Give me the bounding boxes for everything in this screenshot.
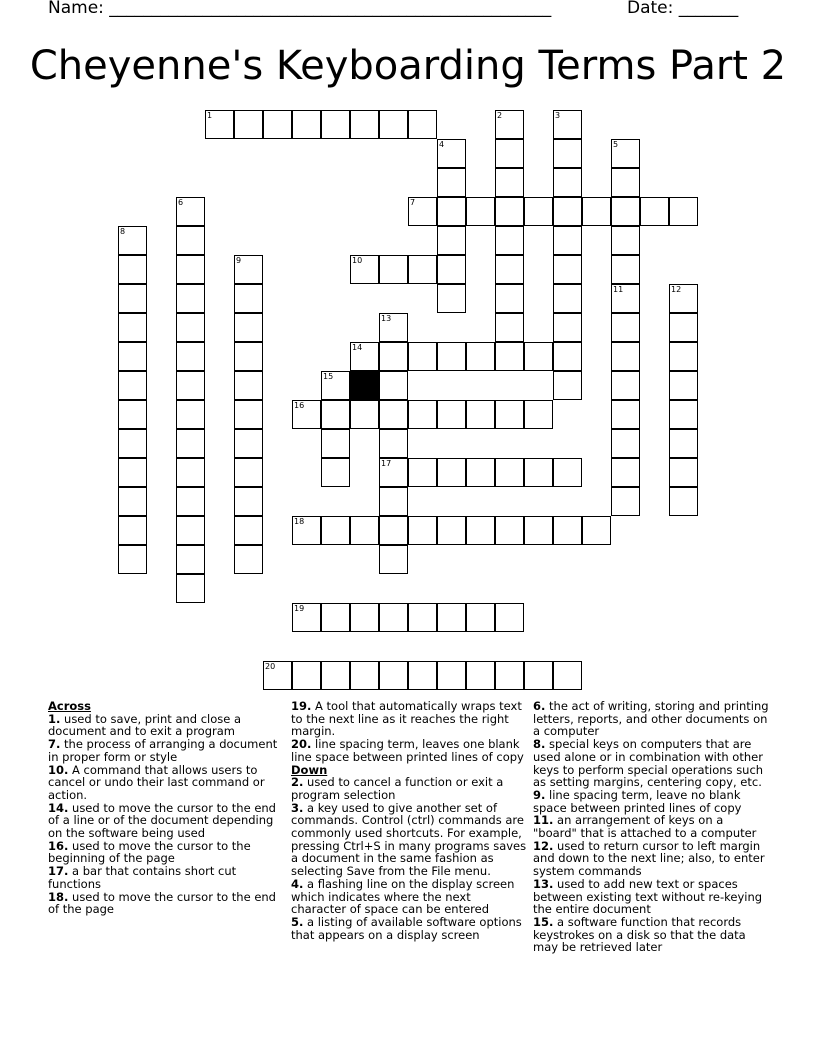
clue-text: used to save, print and close a document and to exit a program	[48, 711, 242, 739]
grid-cell[interactable]	[640, 197, 669, 226]
clue-text: A command that allows users to cancel or undo their last command or action.	[48, 762, 265, 802]
grid-cell[interactable]	[495, 603, 524, 632]
grid-cell[interactable]	[408, 458, 437, 487]
grid-cell[interactable]	[437, 458, 466, 487]
clue-text: special keys on computers that are used alone or in combination with other keys to perform special operations such as setting margins, centering copy, etc.	[533, 737, 764, 790]
grid-cell[interactable]	[234, 400, 263, 429]
grid-cell[interactable]	[495, 313, 524, 342]
grid-cell[interactable]	[524, 342, 553, 371]
grid-cell[interactable]	[321, 661, 350, 690]
clue-number: 9	[236, 256, 242, 265]
grid-cell[interactable]	[234, 110, 263, 139]
grid-cell[interactable]	[263, 110, 292, 139]
clue-number: 8.	[533, 737, 546, 752]
grid-cell[interactable]	[176, 255, 205, 284]
clue-text: the act of writing, storing and printing letters, reports, and other documents on a computer	[533, 699, 769, 739]
grid-cell[interactable]	[379, 371, 408, 400]
grid-cell[interactable]	[524, 400, 553, 429]
clue-text: a software function that records keystrokes on a disk so that the data may be retrieved later	[533, 914, 746, 955]
clue-number: 11	[613, 285, 624, 294]
clue-number: 3	[555, 111, 561, 120]
grid-cell[interactable]	[466, 516, 495, 545]
grid-cell[interactable]	[176, 429, 205, 458]
clue-text: A tool that automatically wraps text to the next line as it reaches the right margin.	[291, 699, 522, 739]
grid-cell[interactable]	[379, 255, 408, 284]
grid-cell[interactable]	[234, 371, 263, 400]
grid-cell[interactable]	[321, 516, 350, 545]
clue-number: 1.	[48, 711, 61, 726]
grid-cell[interactable]	[495, 168, 524, 197]
name-field: Name: ____________________________________________________	[48, 0, 552, 18]
grid-cell[interactable]	[669, 487, 698, 516]
grid-cell[interactable]	[466, 197, 495, 226]
grid-cell[interactable]	[495, 458, 524, 487]
grid-cell[interactable]	[176, 226, 205, 255]
clue-number: 19	[294, 604, 305, 613]
grid-cell[interactable]	[408, 255, 437, 284]
clue-number: 8	[120, 227, 126, 236]
clue-number: 5.	[291, 914, 304, 929]
grid-cell[interactable]	[611, 226, 640, 255]
grid-cell[interactable]	[118, 429, 147, 458]
grid-cell[interactable]	[669, 400, 698, 429]
clue-number: 14.	[48, 800, 69, 815]
grid-cell[interactable]	[495, 139, 524, 168]
clue-text: used to return cursor to left margin and down to the next line; also, to enter system commands	[533, 838, 765, 879]
grid-cell[interactable]	[176, 371, 205, 400]
down-clue	[533, 840, 769, 878]
grid-cell[interactable]	[611, 168, 640, 197]
grid-cell[interactable]	[437, 603, 466, 632]
grid-cell[interactable]	[466, 458, 495, 487]
black-cell	[350, 371, 379, 400]
grid-cell[interactable]	[408, 603, 437, 632]
clues-column-3	[533, 700, 769, 954]
across-clue	[48, 865, 280, 890]
grid-cell[interactable]	[524, 197, 553, 226]
grid-cell[interactable]	[437, 255, 466, 284]
grid-cell[interactable]	[379, 545, 408, 574]
grid-cell[interactable]	[176, 545, 205, 574]
grid-cell[interactable]	[611, 429, 640, 458]
clue-number: 2.	[291, 775, 304, 790]
clue-text: a key used to give another set of commands. Control (ctrl) commands are commonly used shortcuts. For example, pressing Ctrl+S in many programs saves a document in the same fashion as selecting Save from the File menu.	[291, 800, 527, 879]
clue-number: 3.	[291, 800, 304, 815]
across-clue	[48, 713, 280, 738]
grid-cell[interactable]	[176, 574, 205, 603]
down-clue	[291, 878, 527, 916]
grid-cell[interactable]	[118, 342, 147, 371]
clue-number: 19.	[291, 699, 312, 713]
across-clue	[48, 764, 280, 802]
across-clue	[291, 700, 527, 738]
grid-cell[interactable]	[408, 516, 437, 545]
down-clue	[291, 776, 527, 801]
grid-cell[interactable]	[611, 313, 640, 342]
clue-number: 14	[352, 343, 363, 352]
clues-column-2	[291, 700, 527, 941]
grid-cell[interactable]	[234, 516, 263, 545]
grid-cell[interactable]	[321, 458, 350, 487]
grid-cell[interactable]	[350, 661, 379, 690]
grid-cell[interactable]	[176, 342, 205, 371]
page-title: Cheyenne's Keyboarding Terms Part 2	[29, 43, 787, 89]
grid-cell[interactable]	[611, 458, 640, 487]
down-clue	[533, 916, 769, 954]
grid-cell[interactable]	[408, 661, 437, 690]
grid-cell[interactable]	[379, 110, 408, 139]
grid-cell[interactable]	[379, 342, 408, 371]
down-clue	[533, 789, 769, 814]
grid-cell[interactable]	[408, 400, 437, 429]
down-heading: Down	[291, 762, 328, 777]
grid-cell[interactable]	[176, 313, 205, 342]
grid-cell[interactable]	[553, 168, 582, 197]
across-clue	[48, 891, 280, 916]
clue-number: 10	[352, 256, 363, 265]
clue-number: 18.	[48, 889, 69, 904]
grid-cell[interactable]	[466, 661, 495, 690]
grid-cell[interactable]	[611, 255, 640, 284]
grid-cell[interactable]	[118, 371, 147, 400]
across-clue	[291, 738, 527, 763]
grid-cell[interactable]	[495, 400, 524, 429]
grid-cell[interactable]	[176, 516, 205, 545]
grid-cell[interactable]	[495, 516, 524, 545]
grid-cell[interactable]	[437, 197, 466, 226]
grid-cell[interactable]	[524, 516, 553, 545]
grid-cell[interactable]	[437, 400, 466, 429]
clue-text: an arrangement of keys on a "board" that is attached to a computer	[533, 813, 757, 841]
grid-cell[interactable]	[321, 429, 350, 458]
grid-cell[interactable]	[118, 255, 147, 284]
grid-cell[interactable]	[176, 400, 205, 429]
grid-cell[interactable]	[495, 661, 524, 690]
grid-cell[interactable]	[582, 197, 611, 226]
down-clue	[291, 916, 527, 941]
grid-cell[interactable]	[379, 429, 408, 458]
clue-text: used to cancel a function or exit a program selection	[291, 775, 504, 802]
down-clue	[533, 738, 769, 789]
grid-cell[interactable]	[611, 342, 640, 371]
grid-cell[interactable]	[292, 661, 321, 690]
clue-text: used to move the cursor to the beginning of the page	[48, 838, 251, 866]
grid-cell[interactable]	[553, 661, 582, 690]
grid-cell[interactable]	[321, 110, 350, 139]
grid-cell[interactable]	[234, 284, 263, 313]
grid-cell[interactable]	[466, 603, 495, 632]
clue-number: 7	[410, 198, 416, 207]
clue-text: used to add new text or spaces between existing text without re-keying the entire document	[533, 876, 763, 917]
grid-cell[interactable]	[350, 110, 379, 139]
grid-cell[interactable]	[350, 603, 379, 632]
grid-cell[interactable]	[176, 458, 205, 487]
grid-cell[interactable]	[553, 139, 582, 168]
grid-cell[interactable]	[495, 226, 524, 255]
grid-cell[interactable]	[466, 400, 495, 429]
grid-cell[interactable]	[495, 284, 524, 313]
grid-cell[interactable]	[669, 458, 698, 487]
grid-cell[interactable]	[495, 255, 524, 284]
clue-number: 12	[671, 285, 682, 294]
across-clue	[48, 738, 280, 763]
grid-cell[interactable]	[379, 661, 408, 690]
grid-cell[interactable]	[437, 284, 466, 313]
grid-cell[interactable]	[553, 371, 582, 400]
grid-cell[interactable]	[611, 197, 640, 226]
grid-cell[interactable]	[669, 371, 698, 400]
grid-cell[interactable]	[379, 516, 408, 545]
clue-text: the process of arranging a document in proper form or style	[48, 737, 278, 764]
grid-cell[interactable]	[379, 603, 408, 632]
grid-cell[interactable]	[437, 226, 466, 255]
grid-cell[interactable]	[553, 226, 582, 255]
grid-cell[interactable]	[524, 458, 553, 487]
grid-cell[interactable]	[176, 284, 205, 313]
clue-number: 6	[178, 198, 184, 207]
grid-cell[interactable]	[379, 400, 408, 429]
date-field: Date: _______	[627, 0, 739, 18]
grid-cell[interactable]	[118, 545, 147, 574]
clue-number: 1	[207, 111, 213, 120]
clue-text: line spacing term, leave no blank space between printed lines of copy	[533, 787, 742, 815]
grid-cell[interactable]	[321, 603, 350, 632]
clue-number: 13.	[533, 876, 554, 891]
grid-cell[interactable]	[379, 487, 408, 516]
down-clue	[533, 700, 769, 738]
clue-number: 20	[265, 662, 276, 671]
clue-text: used to move the cursor to the end of a line or of the document depending on the software being used	[48, 800, 276, 841]
clues-column-1	[48, 700, 280, 916]
clue-number: 5	[613, 140, 619, 149]
clue-number: 20.	[291, 737, 312, 752]
clue-number: 12.	[533, 838, 554, 853]
grid-cell[interactable]	[582, 516, 611, 545]
clue-text: used to move the cursor to the end of the page	[48, 889, 276, 917]
grid-cell[interactable]	[350, 400, 379, 429]
grid-cell[interactable]	[553, 342, 582, 371]
grid-cell[interactable]	[495, 342, 524, 371]
grid-cell[interactable]	[437, 342, 466, 371]
grid-cell[interactable]	[234, 458, 263, 487]
grid-cell[interactable]	[553, 458, 582, 487]
grid-cell[interactable]	[292, 110, 321, 139]
grid-cell[interactable]	[234, 487, 263, 516]
grid-cell[interactable]	[408, 342, 437, 371]
grid-cell[interactable]	[524, 661, 553, 690]
grid-cell[interactable]	[611, 371, 640, 400]
grid-cell[interactable]	[553, 255, 582, 284]
grid-cell[interactable]	[553, 197, 582, 226]
across-heading: Across	[48, 699, 91, 713]
grid-cell[interactable]	[118, 313, 147, 342]
grid-cell[interactable]	[118, 458, 147, 487]
grid-cell[interactable]	[118, 487, 147, 516]
clue-number: 15.	[533, 914, 554, 929]
grid-cell[interactable]	[234, 545, 263, 574]
clue-number: 6.	[533, 699, 546, 713]
grid-cell[interactable]	[466, 342, 495, 371]
across-clue	[48, 802, 280, 840]
clue-text: a bar that contains short cut functions	[48, 864, 237, 891]
clue-number: 16	[294, 401, 305, 410]
grid-cell[interactable]	[176, 487, 205, 516]
grid-cell[interactable]	[495, 197, 524, 226]
clue-number: 18	[294, 517, 305, 526]
clue-number: 13	[381, 314, 392, 323]
grid-cell[interactable]	[350, 516, 379, 545]
grid-cell[interactable]	[437, 516, 466, 545]
grid-cell[interactable]	[234, 313, 263, 342]
clue-number: 10.	[48, 762, 69, 777]
down-clue	[533, 814, 769, 839]
grid-cell[interactable]	[611, 487, 640, 516]
grid-cell[interactable]	[553, 313, 582, 342]
clue-text: line spacing term, leaves one blank line space between printed lines of copy	[291, 737, 524, 764]
grid-cell[interactable]	[669, 197, 698, 226]
clue-text: a listing of available software options that appears on a display screen	[291, 914, 522, 942]
grid-cell[interactable]	[553, 284, 582, 313]
clue-number: 2	[497, 111, 503, 120]
grid-cell[interactable]	[321, 400, 350, 429]
grid-cell[interactable]	[669, 342, 698, 371]
grid-cell[interactable]	[611, 400, 640, 429]
clue-number: 16.	[48, 838, 69, 853]
grid-cell[interactable]	[437, 168, 466, 197]
clue-number: 11.	[533, 813, 554, 828]
grid-cell[interactable]	[234, 342, 263, 371]
clue-number: 4	[439, 140, 445, 149]
clue-number: 4.	[291, 876, 304, 891]
grid-cell[interactable]	[669, 313, 698, 342]
clue-number: 17	[381, 459, 392, 468]
clue-number: 17.	[48, 864, 69, 879]
grid-cell[interactable]	[234, 429, 263, 458]
across-clue	[48, 840, 280, 865]
clue-text: a flashing line on the display screen which indicates where the next character of space can be entered	[291, 876, 515, 917]
grid-cell[interactable]	[437, 661, 466, 690]
down-clue	[533, 878, 769, 916]
grid-cell[interactable]	[118, 284, 147, 313]
clue-number: 9.	[533, 787, 546, 802]
grid-cell[interactable]	[408, 110, 437, 139]
clue-number: 15	[323, 372, 334, 381]
grid-cell[interactable]	[118, 400, 147, 429]
grid-cell[interactable]	[553, 516, 582, 545]
grid-cell[interactable]	[669, 429, 698, 458]
grid-cell[interactable]	[118, 516, 147, 545]
clue-number: 7.	[48, 737, 61, 752]
down-clue	[291, 802, 527, 878]
